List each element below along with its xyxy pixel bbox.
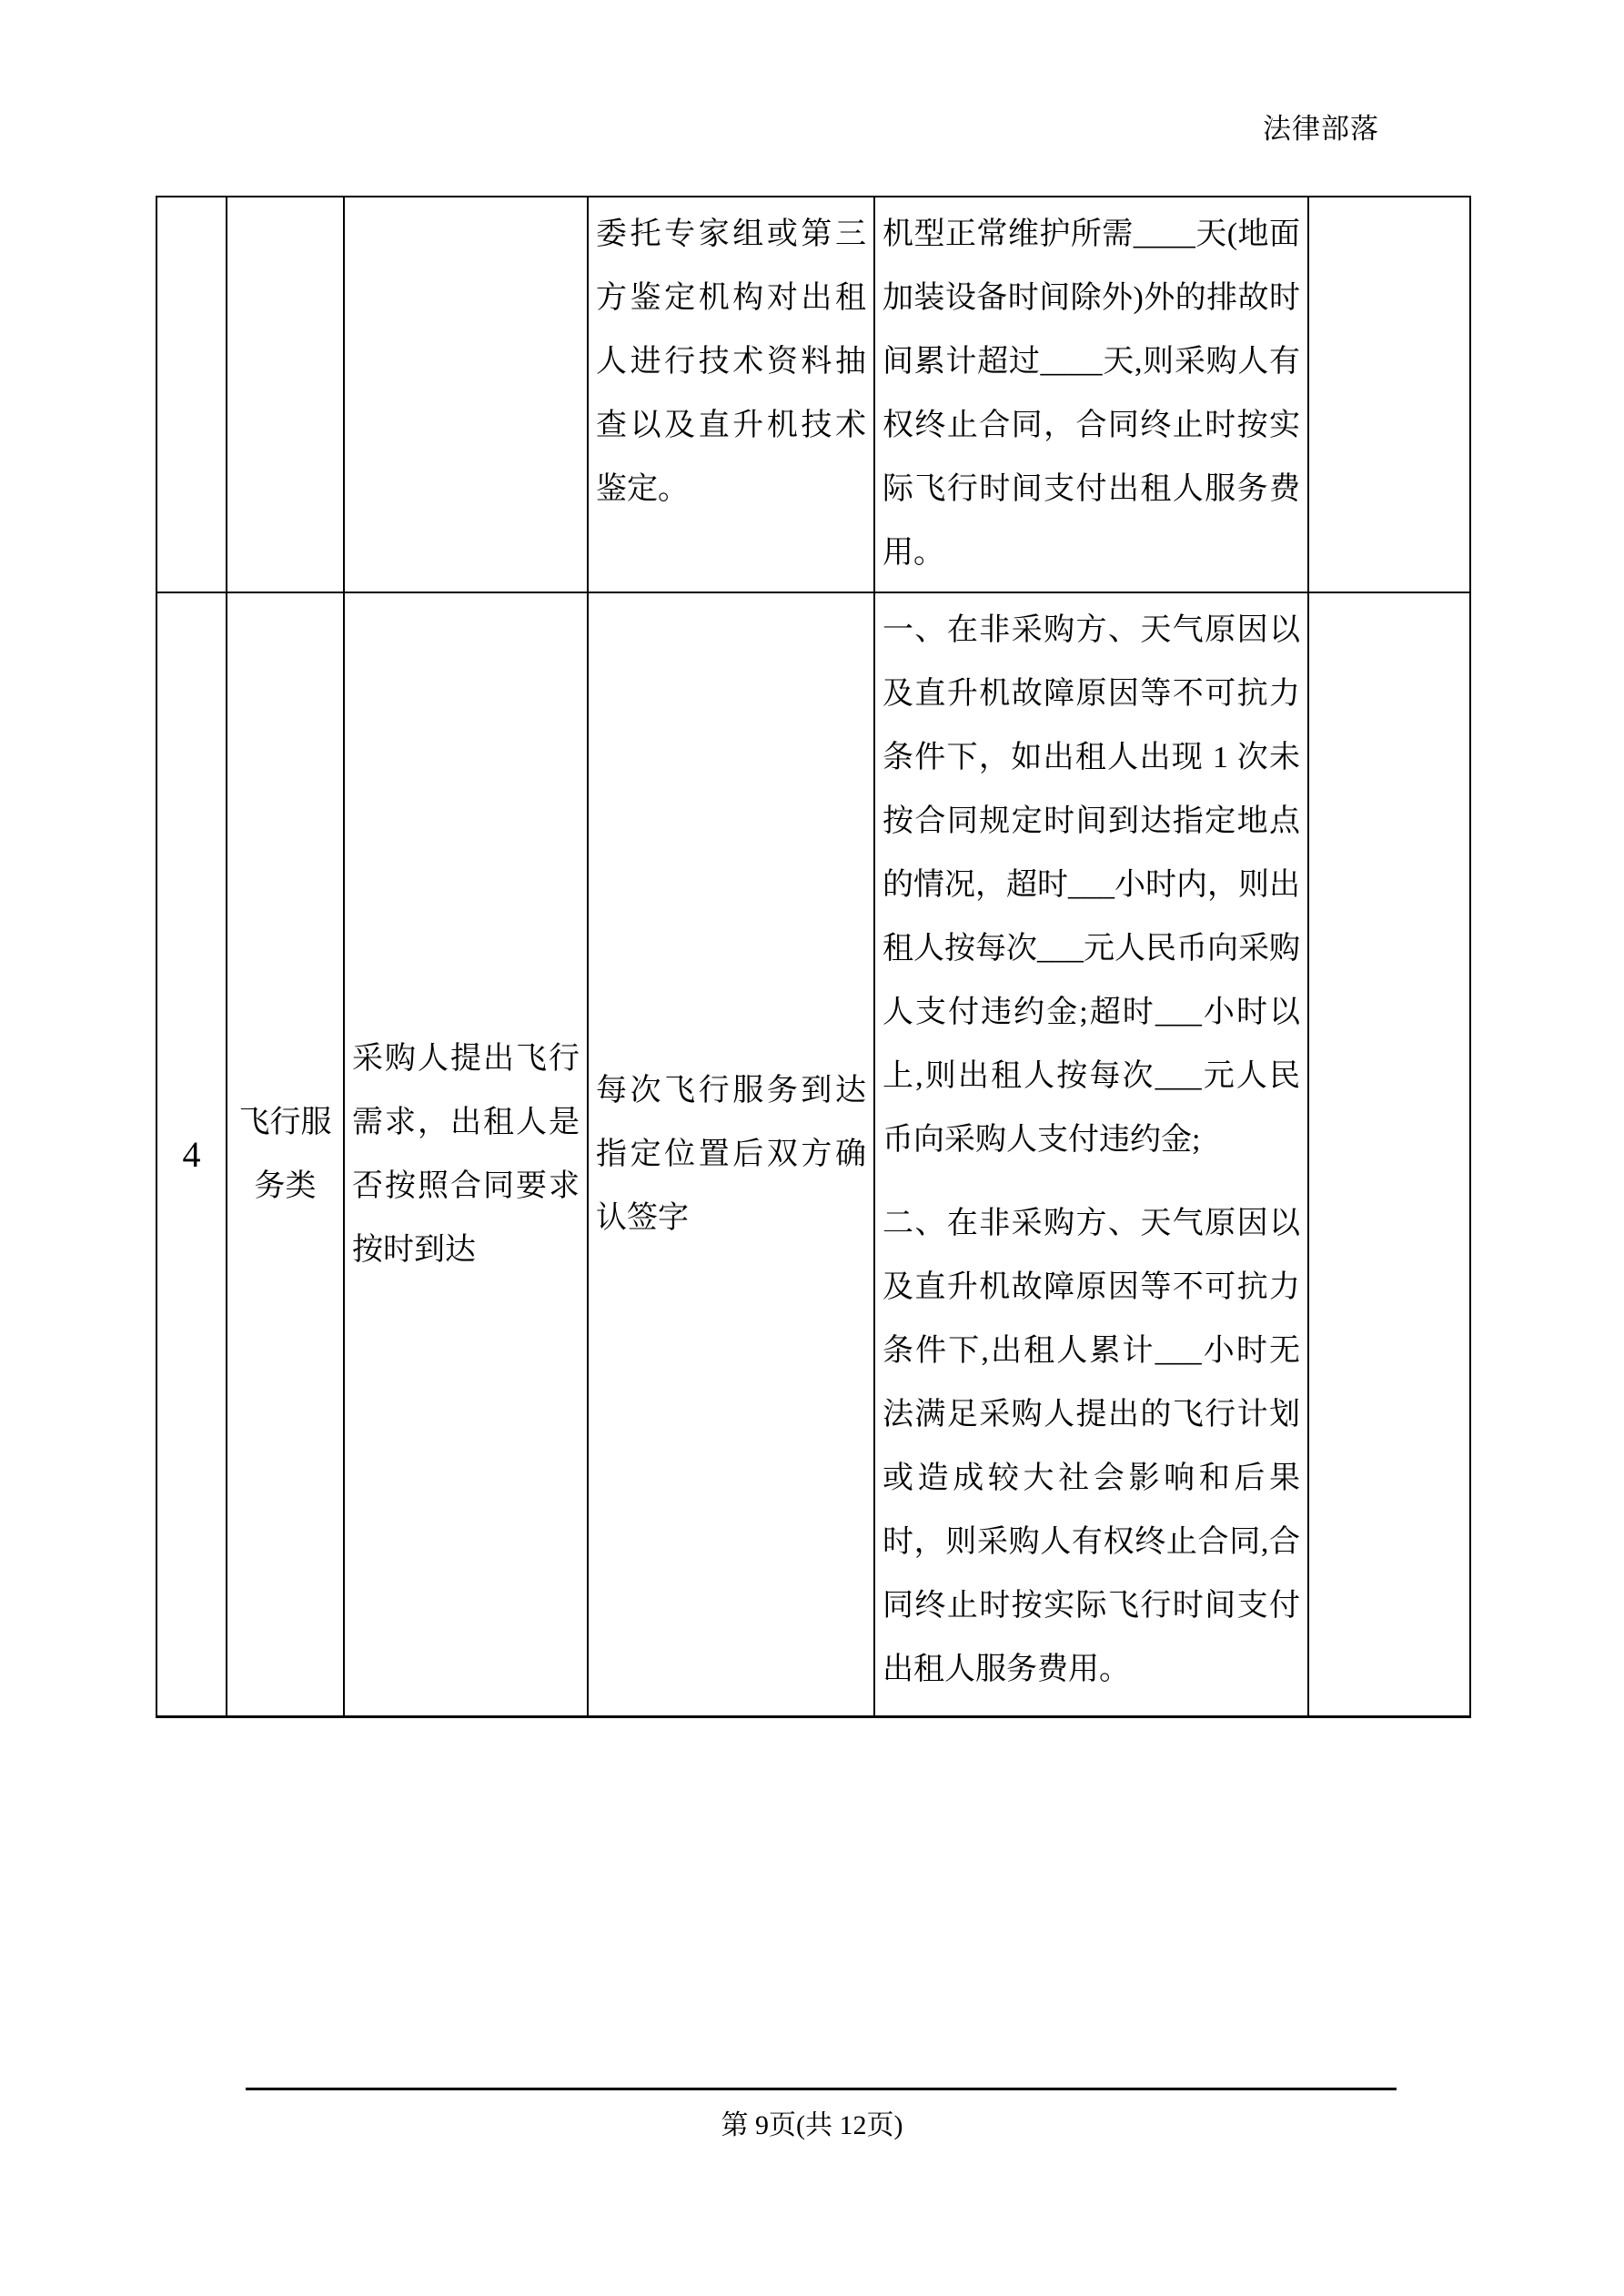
cell-penalty-row1: [875, 197, 1309, 593]
penalty-paragraph-2: 二、在非采购方、天气原因以及直升机故障原因等不可抗力条件下,出租人累计___小时无法满足采购人提出的飞行计划或造成较大社会影响和后果时，则采购人有权终止合同,合同终止时按实际飞行时间支付出租人服务费用。: [883, 1207, 1300, 1686]
cell-seq-row1: [157, 197, 227, 593]
cell-note-row1: [1309, 197, 1469, 593]
page-number: 第 9页(共 12页): [721, 2110, 903, 2140]
cell-method-row2: [589, 593, 875, 1715]
penalty-paragraph-1: 一、在非采购方、天气原因以及直升机故障原因等不可抗力条件下，如出租人出现 1 次未按合同规定时间到达指定地点的情况，超时___小时内，则出租人按每次___元人民币向采购人支付违约金;超时___小时以上,则出租人按每次___元人民币向采购人支付违约金;: [883, 613, 1300, 1157]
cell-category-row2: [227, 593, 345, 1715]
cell-seq-row2: [157, 593, 227, 1715]
site-watermark: 法律部落: [1263, 113, 1379, 145]
cell-category-row1: [227, 197, 345, 593]
assessment-table: [156, 196, 1471, 1718]
category-text: 飞行服务类: [238, 1105, 332, 1203]
cell-requirement-row1: [345, 197, 589, 593]
requirement-text: 采购人提出飞行需求，出租人是否按照合同要求按时到达: [352, 1041, 580, 1267]
penalty-paragraph: 机型正常维护所需____天(地面加装设备时间除外)外的排故时间累计超过____天,则采购人有权终止合同，合同终止时按实际飞行时间支付出租人服务费用。: [883, 217, 1300, 570]
footer-divider: [246, 2088, 1397, 2090]
cell-penalty-row2: [875, 593, 1309, 1715]
cell-method-row1: [589, 197, 875, 593]
seq-number: 4: [182, 1133, 201, 1175]
cell-requirement-row2: [345, 593, 589, 1715]
method-text-row2: 每次飞行服务到达指定位置后双方确认签字: [596, 1073, 866, 1235]
cell-note-row2: [1309, 593, 1469, 1715]
method-text-row1: 委托专家组或第三方鉴定机构对出租人进行技术资料抽查以及直升机技术鉴定。: [596, 217, 866, 506]
